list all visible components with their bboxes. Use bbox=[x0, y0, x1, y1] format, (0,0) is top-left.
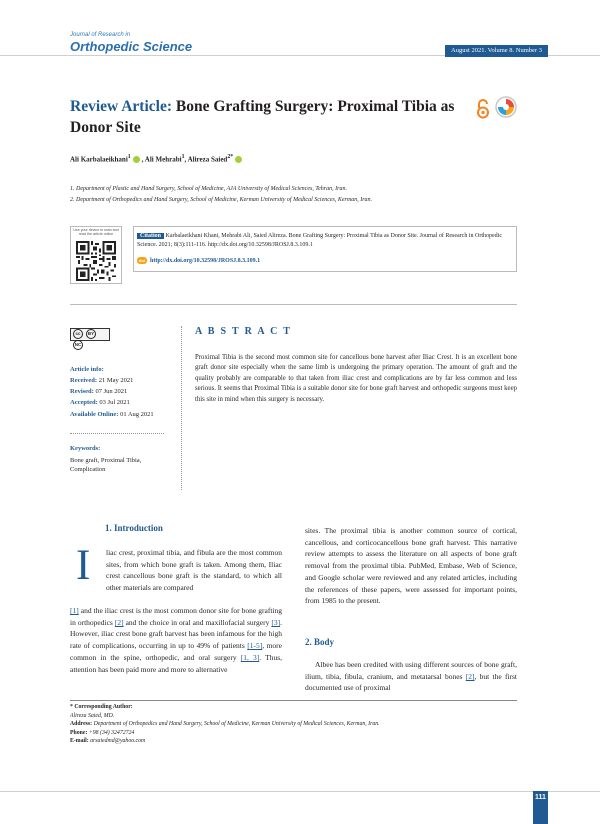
address-value: Department of Orthopedics and Hand Surgery, School of Medicine, Kerman University of Medical Sciences, Kerman, Iran. bbox=[92, 721, 380, 728]
address-label: Address: bbox=[70, 721, 93, 728]
journal-name: Orthopedic Science bbox=[70, 39, 193, 54]
article-type: Review Article: bbox=[70, 98, 172, 115]
corresponding-author bbox=[70, 703, 380, 746]
body-heading: 2. Body bbox=[305, 637, 335, 647]
crossmark-icon[interactable] bbox=[494, 96, 518, 122]
author-affiliation-mark: 1 bbox=[127, 154, 131, 160]
cc-license-badge[interactable] bbox=[70, 328, 110, 348]
citation-ref[interactable]: [1, 3] bbox=[240, 652, 260, 662]
revised-date bbox=[70, 388, 127, 395]
orcid-icon[interactable] bbox=[235, 156, 242, 163]
footer-rule bbox=[0, 791, 600, 792]
by-icon: BY bbox=[86, 329, 96, 339]
citation-ref[interactable]: [2] bbox=[465, 671, 475, 681]
accepted-value: 03 Jul 2021 bbox=[97, 399, 130, 406]
phone-label: Phone: bbox=[70, 729, 88, 736]
intro-text: liac crest, proximal tibia, and fibula are the most common sites, from which bone graft is taken. Among them, Iliac crest cancellous bone graft is the standard, to which all other materials are compared bbox=[106, 548, 282, 593]
phone-value: +98 (34) 32472724 bbox=[87, 729, 135, 736]
author-name[interactable]: Ali Karbalaeikhani bbox=[70, 155, 128, 164]
qr-caption: Use your device to scan and read the article online bbox=[73, 228, 119, 237]
doi-icon: doi bbox=[139, 258, 145, 263]
email-value[interactable]: arsaiedmd@yahoo.com bbox=[88, 738, 146, 745]
citation-ref[interactable]: [3] bbox=[271, 617, 281, 627]
drop-cap: I bbox=[76, 542, 91, 589]
body-paragraph bbox=[305, 659, 517, 694]
citation-label: Citation bbox=[137, 233, 164, 239]
article-title bbox=[70, 96, 470, 138]
corresponding-title: * Corresponding Author: bbox=[70, 704, 133, 710]
issue-label: August 2021. Volume 8. Number 3 bbox=[445, 45, 548, 57]
online-date bbox=[70, 411, 154, 418]
nc-icon: NC bbox=[73, 340, 83, 350]
cc-icon: cc bbox=[73, 329, 83, 339]
body-text: , but the first documented use of proximal bbox=[305, 671, 518, 693]
body-text: Albee has been credited with using different sources of bone graft, ilium, tibia, fibula, cranium, and metatarsal bones bbox=[305, 660, 517, 681]
qr-code-icon[interactable] bbox=[76, 241, 116, 281]
author-affiliation-mark: 1 bbox=[181, 154, 185, 160]
footnote-rule bbox=[70, 700, 517, 701]
section-divider bbox=[70, 304, 517, 305]
intro-paragraph-top bbox=[106, 547, 282, 594]
revised-label: Revised: bbox=[70, 388, 94, 395]
affiliation-item: 1. Department of Plastic and Hand Surgery, School of Medicine, AJA University of Medical Sciences, Tehran, Iran. bbox=[70, 186, 347, 192]
article-info-title: Article info: bbox=[70, 366, 104, 373]
page-number: 111 bbox=[533, 791, 548, 824]
column-divider bbox=[181, 326, 182, 490]
intro-paragraph bbox=[70, 605, 282, 675]
received-date bbox=[70, 377, 133, 384]
citation-ref[interactable]: [1-5] bbox=[247, 641, 263, 651]
journal-small-title: Journal of Research in bbox=[70, 32, 131, 38]
info-divider bbox=[70, 433, 164, 434]
doi-line bbox=[137, 257, 260, 264]
revised-value: 07 Jun 2021 bbox=[93, 388, 128, 395]
online-label: Available Online: bbox=[70, 411, 119, 418]
received-value: 21 May 2021 bbox=[97, 377, 134, 384]
introduction-heading: 1. Introduction bbox=[105, 523, 163, 533]
intro-text: and the iliac crest is the most common donor site for bone grafting in orthopedics bbox=[70, 606, 282, 627]
author-affiliation-mark: 2* bbox=[227, 154, 234, 160]
abstract-heading: A B S T R A C T bbox=[195, 326, 292, 337]
citation-text bbox=[137, 232, 513, 250]
doi-link[interactable]: http://dx.doi.org/10.32598/JROSJ.8.3.109.1 bbox=[150, 257, 261, 264]
online-value: 01 Aug 2021 bbox=[118, 411, 154, 418]
email-label: E-mail: bbox=[70, 738, 89, 745]
intro-text: , more common in the spine, orthopedic, and oral surgery bbox=[70, 641, 282, 662]
received-label: Received: bbox=[70, 377, 98, 384]
orcid-icon[interactable] bbox=[133, 156, 140, 163]
col2-paragraph: sites. The proximal tibia is another common source of cortical, cancellous, and corticocancellous bone graft harvest. This narrative review attempts to assess the literature on all aspects of bone graft removal from the proximal tibia. PubMed, Embase, Web of Science, and Google scholar were reviewed and any related articles, including the references of these papers, were assessed for important points, from 1985 to the present. bbox=[305, 526, 517, 606]
author-name[interactable]: , Ali Mehrabi bbox=[141, 155, 182, 164]
affiliation-item: 2. Department of Orthopedics and Hand Surgery, School of Medicine, Kerman University of Medical Sciences, Kerman, Iran. bbox=[70, 197, 373, 203]
article-title-text: Bone Grafting Surgery: Proximal Tibia as Donor Site bbox=[70, 98, 455, 136]
open-access-icon bbox=[476, 99, 490, 119]
author-list bbox=[70, 154, 244, 163]
keywords-title: Keywords: bbox=[70, 445, 101, 452]
affiliations bbox=[70, 184, 372, 206]
corresponding-name: Alireza Saied, MD. bbox=[70, 712, 115, 719]
abstract-text: Proximal Tibia is the second most common site for cancellous bone harvest after Iliac Crest. It is an excellent bone graft donor site especially when the same limb is undergoing the primary operation. The amount of graft and the quality probably are comparable to that taken from iliac crest and complications are by far less common and less serious. It seems that Proximal Tibia is a suitable donor site for bone graft harvest and orthopedic surgeons must keep this site in mind when this surgery is necessary. bbox=[195, 354, 517, 403]
accepted-label: Accepted: bbox=[70, 399, 98, 406]
intro-text: and the choice in oral and maxillofacial surgery bbox=[123, 617, 270, 627]
keywords-text: Bone graft, Proximal Tibia, Complication bbox=[70, 457, 142, 473]
citation-ref[interactable]: [1] bbox=[70, 606, 79, 615]
citation-body: Karbalaeikhani Khani, Mehrabi Ali, Saied Alireza. Bone Grafting Surgery: Proximal Tibia as Donor Site. Journal of Research in Orthopedic Science. 2021; 8(3):111-116. http://dx.doi.org/10.32598/JROSJ.8.3.109.1 bbox=[137, 233, 502, 248]
intro-text: . Thus, attention has been paid more and more to alternative bbox=[70, 652, 282, 674]
author-name[interactable]: , Alireza Saied bbox=[184, 155, 228, 164]
citation-ref[interactable]: [2] bbox=[114, 617, 124, 627]
intro-text: . However, iliac crest bone graft harvest has been infamous for the high rate of complications, occurring in up to 49% of patients bbox=[70, 617, 282, 651]
accepted-date bbox=[70, 399, 130, 406]
